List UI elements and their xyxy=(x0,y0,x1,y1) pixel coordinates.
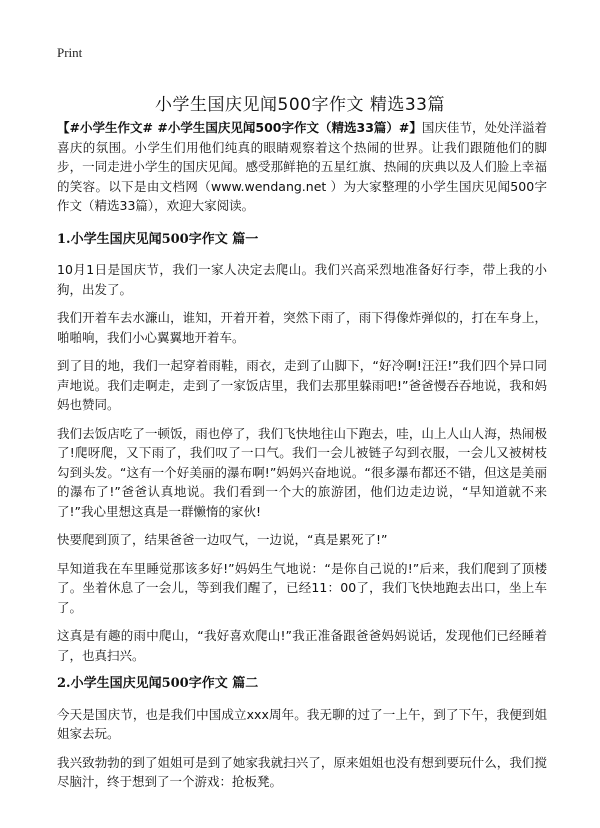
section-paragraph: 我们去饭店吃了一顿饭，雨也停了，我们飞快地往山下跑去，哇，山上人山人海，热闹极了!爬呀爬，又下雨了，我们叹了一口气。我们一会儿被链子勾到衣服，一会儿又被树枝勾到头发。“这有一个好美丽的瀑布啊!”妈妈兴奋地说。“很多瀑布都还不错，但这是美丽的瀑布了!”爸爸认真地说。我们看到一个大的旅游团，他们边走边说，“早知道就不来了!”我心里想这真是一群懒惰的家伙! xyxy=(57,425,547,519)
document-body xyxy=(57,118,547,801)
section-heading: 1.小学生国庆见闻500字作文 篇一 xyxy=(57,231,259,247)
section-paragraph: 10月1日是国庆节，我们一家人决定去爬山。我们兴高采烈地准备好行李，带上我的小狗，出发了。 xyxy=(57,262,547,297)
section-heading: 2.小学生国庆见闻500字作文 篇二 xyxy=(57,676,259,691)
section-paragraph: 这真是有趣的雨中爬山，“我好喜欢爬山!”我正准备跟爸爸妈妈说话，发现他们已经睡着了，也真扫兴。 xyxy=(57,628,547,663)
intro-tags: 【#小学生作文# #小学生国庆见闻500字作文（精选33篇）#】 xyxy=(57,120,422,135)
print-link[interactable]: Print xyxy=(57,45,83,60)
intro-text: 国庆佳节，处处洋溢着喜庆的氛围。小学生们用他们纯真的眼睛观察着这个热闹的世界。让我们跟随他们的脚步，一同走进小学生的国庆见闻。感受那鲜艳的五星红旗、热闹的庆典以及人们脸上幸福的笑容。以下是由文档网（www.wendang.net ）为大家整理的小学生国庆见闻500字作文（精选33篇），欢迎大家阅读。 xyxy=(57,120,547,213)
section-paragraph: 我兴致勃勃的到了姐姐可是到了她家我就扫兴了，原来姐姐也没有想到要玩什么，我们搅尽脑汁，终于想到了一个游戏：抢板凳。 xyxy=(57,754,547,789)
section-paragraph: 今天是国庆节，也是我们中国成立xxx周年。我无聊的过了一上午，到了下午，我便到姐姐家去玩。 xyxy=(57,706,547,741)
document-title: 小学生国庆见闻500字作文 精选33篇 xyxy=(155,95,445,116)
section-paragraph: 我们开着车去水濂山，谁知，开着开着，突然下雨了，雨下得像炸弹似的，打在车身上，啪啪响，我们小心翼翼地开着车。 xyxy=(57,310,547,345)
section-paragraph: 早知道我在车里睡觉那该多好!”妈妈生气地说：“是你自己说的!”后来，我们爬到了顶楼了。坐着休息了一会儿，等到我们醒了，已经11：00了，我们飞快地跑去出口，坐上车了。 xyxy=(57,560,547,615)
section-1 xyxy=(57,230,547,666)
intro-paragraph xyxy=(57,118,547,216)
section-2 xyxy=(57,674,547,792)
section-paragraph: 快要爬到顶了，结果爸爸一边叹气，一边说，“真是累死了!” xyxy=(57,532,388,547)
section-paragraph: 到了目的地，我们一起穿着雨鞋，雨衣，走到了山脚下，“好冷啊!汪汪!”我们四个异口同声地说。我们走啊走，走到了一家饭店里，我们去那里躲雨吧!”爸爸慢吞吞地说，我和妈妈也赞同。 xyxy=(57,358,547,412)
